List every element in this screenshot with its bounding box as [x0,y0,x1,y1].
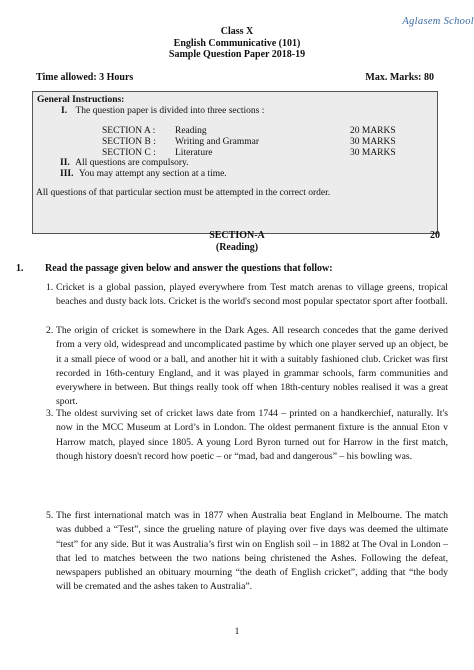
paragraph-text: The first international match was in 1877 when Australia beat England in Melbourne. The match was dubbed a “Test”, since the grueling nature of playing over five days was deemed the ultimate “test” for any side. But it was Australia’s first win on English soil – in 1882 at The Oval in London – that led to matches between the two nations being christened the Ashes. Following the defeat, newspapers published an obituary mourning “the death of English cricket”, adding that “the body will be cremated and the ashes taken to Australia”. [56,510,448,593]
instruction-i-num: I. [61,106,68,116]
paragraph-number: 5. [46,510,54,521]
section-a-name: SECTION A : [102,126,156,136]
subject-title: English Communicative (101) [173,37,301,49]
passage-paragraph-2 [46,324,448,410]
page-number: 1 [234,627,240,637]
paragraph-number: 3. [46,408,54,419]
watermark: Aglasem School [402,16,474,27]
instruction-ii-num: II. [60,158,70,168]
instruction-i-text: The question paper is divided into three sections : [75,106,265,116]
time-allowed: Time allowed: 3 Hours [36,72,134,83]
paragraph-text: The origin of cricket is somewhere in the Dark Ages. All research concedes that the game derived from a very old, widespread and uncomplicated pastime by which one player served up an object, be it a small piece of wood or a ball, and another hit it with a suitably fashioned club. Cricket was first recorded in 16th-century England, and it was played in grammar schools, farm communities and everywhere in between. But things really took off when 18th-century nobles realised it was a great sport. [56,325,448,408]
instructions-title: General Instructions: [37,95,125,105]
class-title: Class X [220,26,254,37]
section-b-name: SECTION B : [102,137,156,147]
paragraph-text: Cricket is a global passion, played everywhere from Test match arenas to village greens, tropical beaches and dusty back lots. Cricket is the world's second most popular spectator sport after football. [56,282,448,308]
instruction-ii-text: All questions are compulsory. [75,158,189,168]
section-c-topic: Literature [175,148,213,158]
section-c-name: SECTION C : [102,148,156,158]
section-a-total-marks: 20 [430,230,440,241]
passage-paragraph-3 [46,407,448,464]
paragraph-number: 2. [46,325,54,336]
section-a-marks: 20 MARKS [350,126,396,136]
instruction-i [61,106,264,117]
instruction-ii [60,158,189,169]
question-1-text: Read the passage given below and answer the questions that follow: [45,263,333,274]
max-marks: Max. Marks: 80 [365,72,434,83]
section-c-marks: 30 MARKS [350,148,396,158]
section-a-topic: Reading [175,126,207,136]
section-b-marks: 30 MARKS [350,137,396,147]
instruction-iii [60,169,227,180]
passage-paragraph-1 [46,281,448,310]
paper-header [0,26,474,61]
instruction-iii-num: III. [60,169,74,179]
passage-paragraph-4 [46,509,448,595]
section-a-subtitle: (Reading) [215,241,259,253]
question-1-number: 1. [16,263,24,274]
general-instructions-box [32,91,438,234]
paragraph-number: 1. [46,282,54,293]
section-a-title: SECTION-A [209,230,265,241]
instruction-note: All questions of that particular section must be attempted in the correct order. [36,188,331,198]
paragraph-text: The oldest surviving set of cricket laws date from 1744 – printed on a handkerchief, naturally. It's now in the MCC Museum at Lord’s in London. The oldest permanent fixture is the annual Eton v Harrow match, played since 1805. A young Lord Byron turned out for Harrow in the first match, though history doesn't record how poetic – or “mad, bad and dangerous” – his bowling was. [56,408,448,462]
section-b-topic: Writing and Grammar [175,137,260,147]
instruction-iii-text: You may attempt any section at a time. [78,169,227,179]
paper-title: Sample Question Paper 2018-19 [168,49,306,60]
section-a-heading [0,230,474,253]
